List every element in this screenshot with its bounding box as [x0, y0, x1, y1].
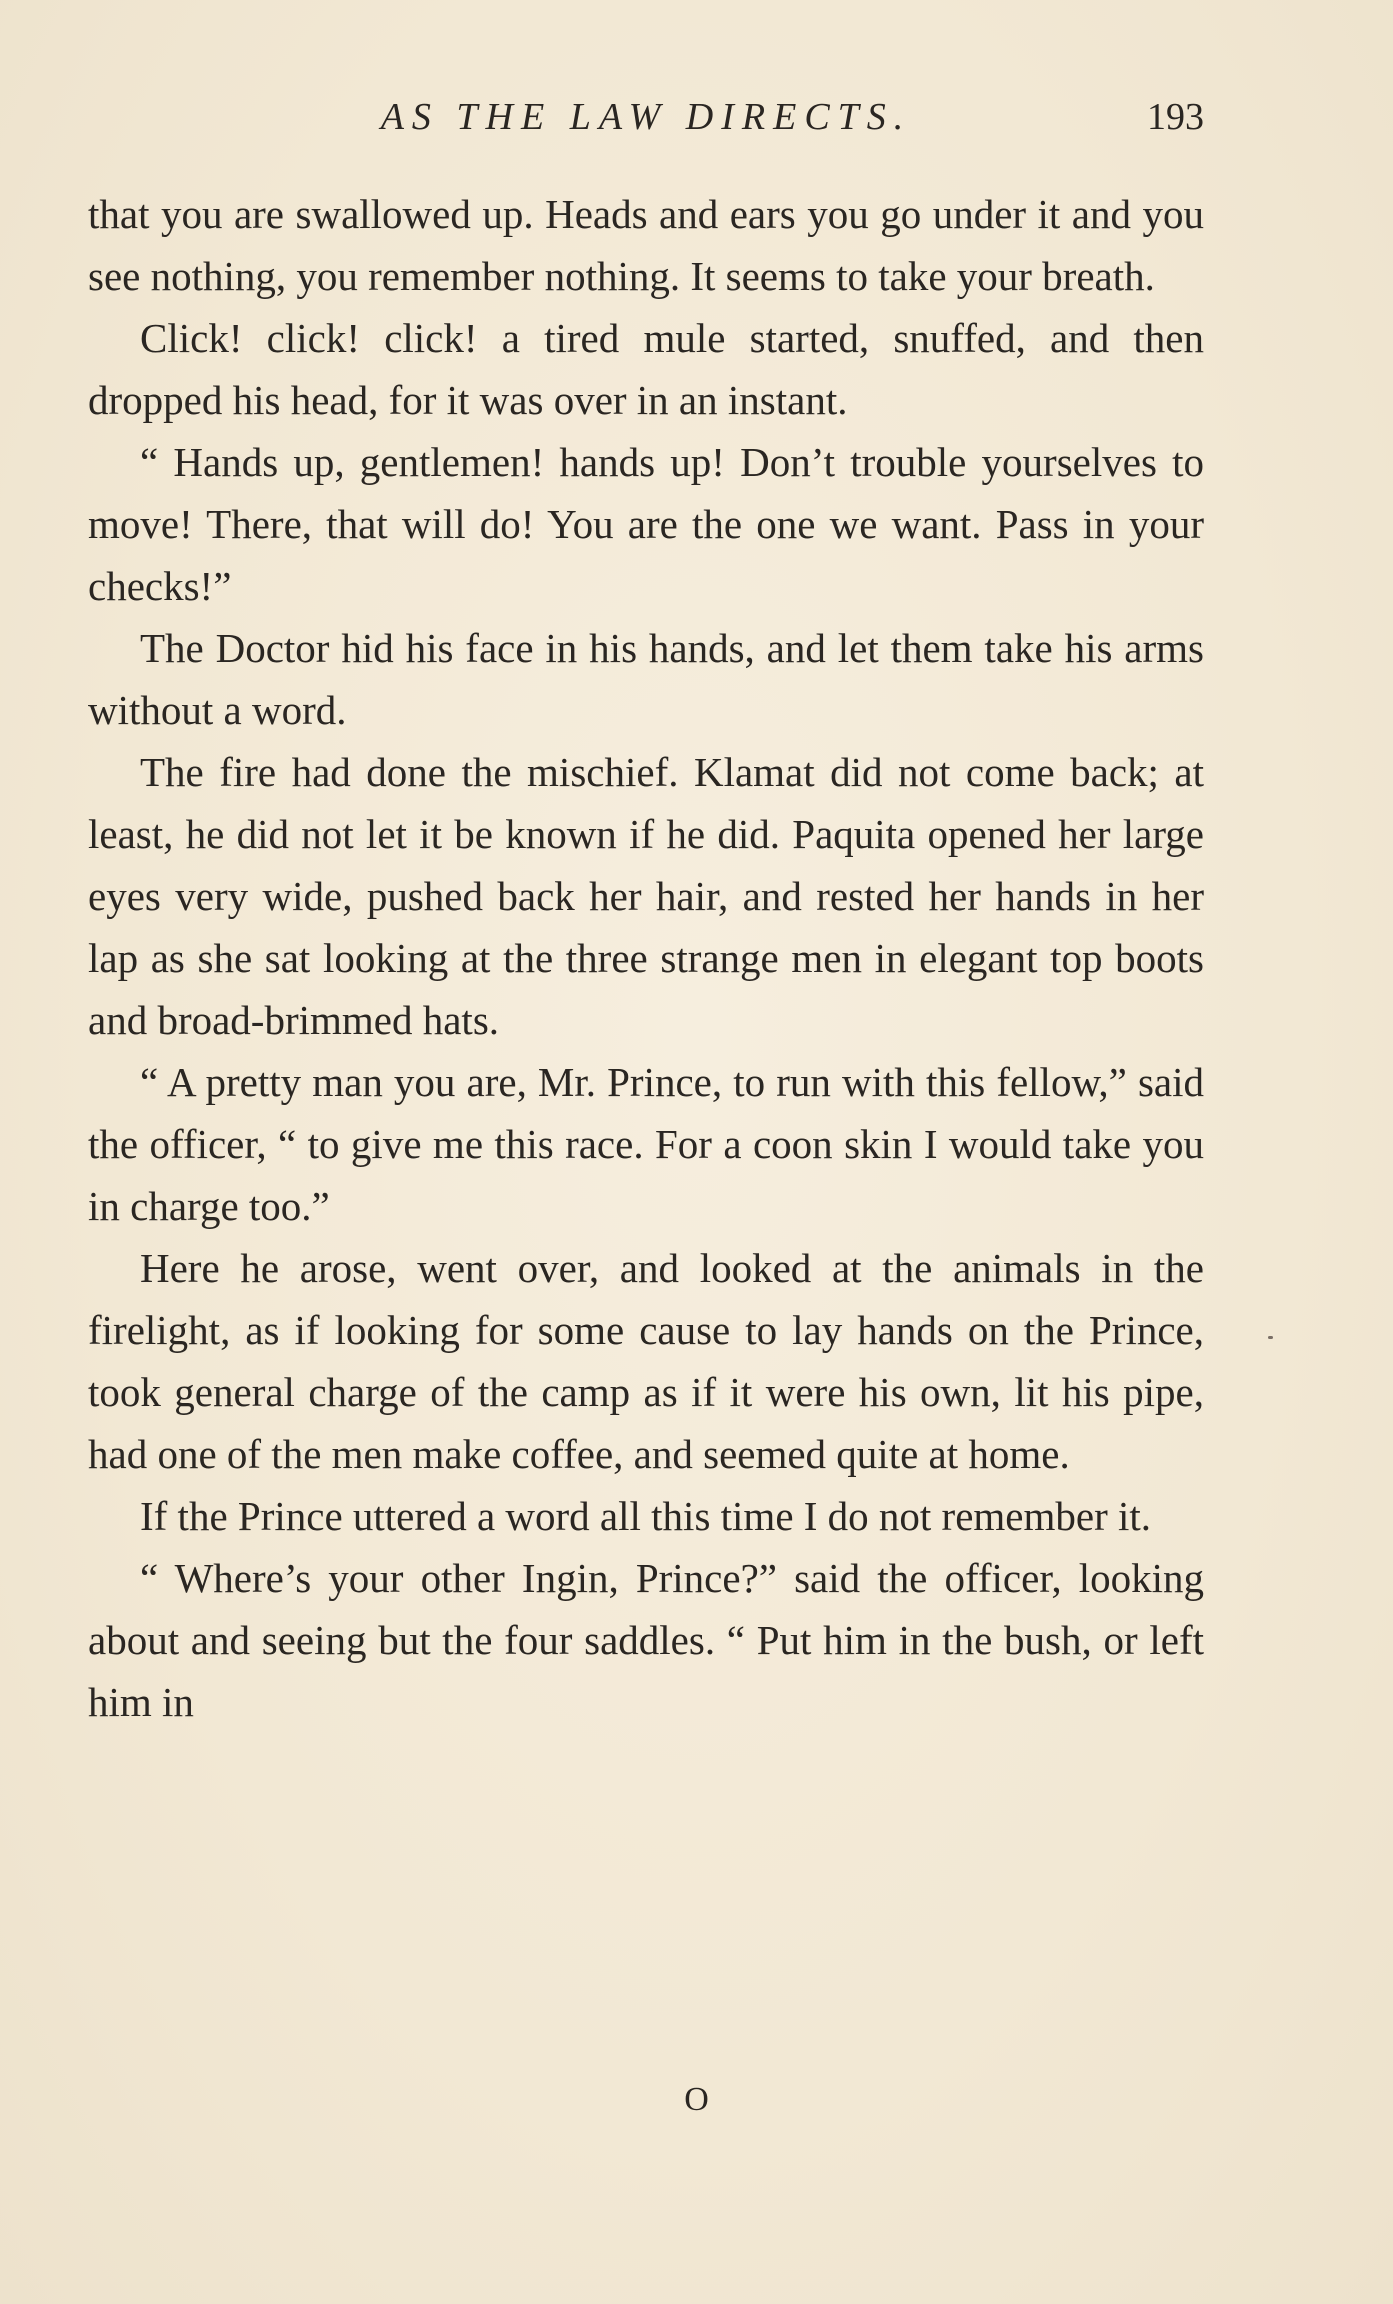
paper-speck — [1268, 1336, 1273, 1339]
running-title: AS THE LAW DIRECTS. — [380, 96, 912, 138]
paragraph: If the Prince uttered a word all this time I do not remember it. — [140, 1493, 1152, 1539]
paragraph: The fire had done the mischief. Klamat did not come back; at least, he did not let it be known if he did. Paquita opened her large eyes very wide, pushed back her hair, and rested her hands in her lap as she sat looking at the three strange men in elegant top boots and broad-brimmed hats. — [88, 749, 1204, 1043]
paragraph: that you are swallowed up. Heads and ears you go under it and you see nothing, you remember nothing. It seems to take your breath. — [88, 191, 1204, 299]
page-number: 193 — [1147, 96, 1204, 138]
signature-mark: O — [684, 2081, 709, 2118]
paragraph: “ Where’s your other Ingin, Prince?” said the officer, looking about and seeing but the four saddles. “ Put him in the bush, or left him in — [88, 1555, 1204, 1725]
paragraph: “ Hands up, gentlemen! hands up! Don’t trouble yourselves to move! There, that will do! You are the one we want. Pass in your checks!” — [88, 439, 1204, 609]
paragraph: The Doctor hid his face in his hands, and let them take his arms without a word. — [88, 625, 1204, 733]
paragraph: Click! click! click! a tired mule started, snuffed, and then dropped his head, for it was over in an instant. — [88, 315, 1204, 423]
paragraph: Here he arose, went over, and looked at the animals in the firelight, as if looking for some cause to lay hands on the Prince, took general charge of the camp as if it were his own, lit his pipe, had one of the men make coffee, and seemed quite at home. — [88, 1245, 1204, 1477]
body-text — [88, 183, 1204, 1733]
running-head — [88, 92, 1204, 142]
paragraph: “ A pretty man you are, Mr. Prince, to run with this fellow,” said the officer, “ to give me this race. For a coon skin I would take you in charge too.” — [88, 1059, 1204, 1229]
